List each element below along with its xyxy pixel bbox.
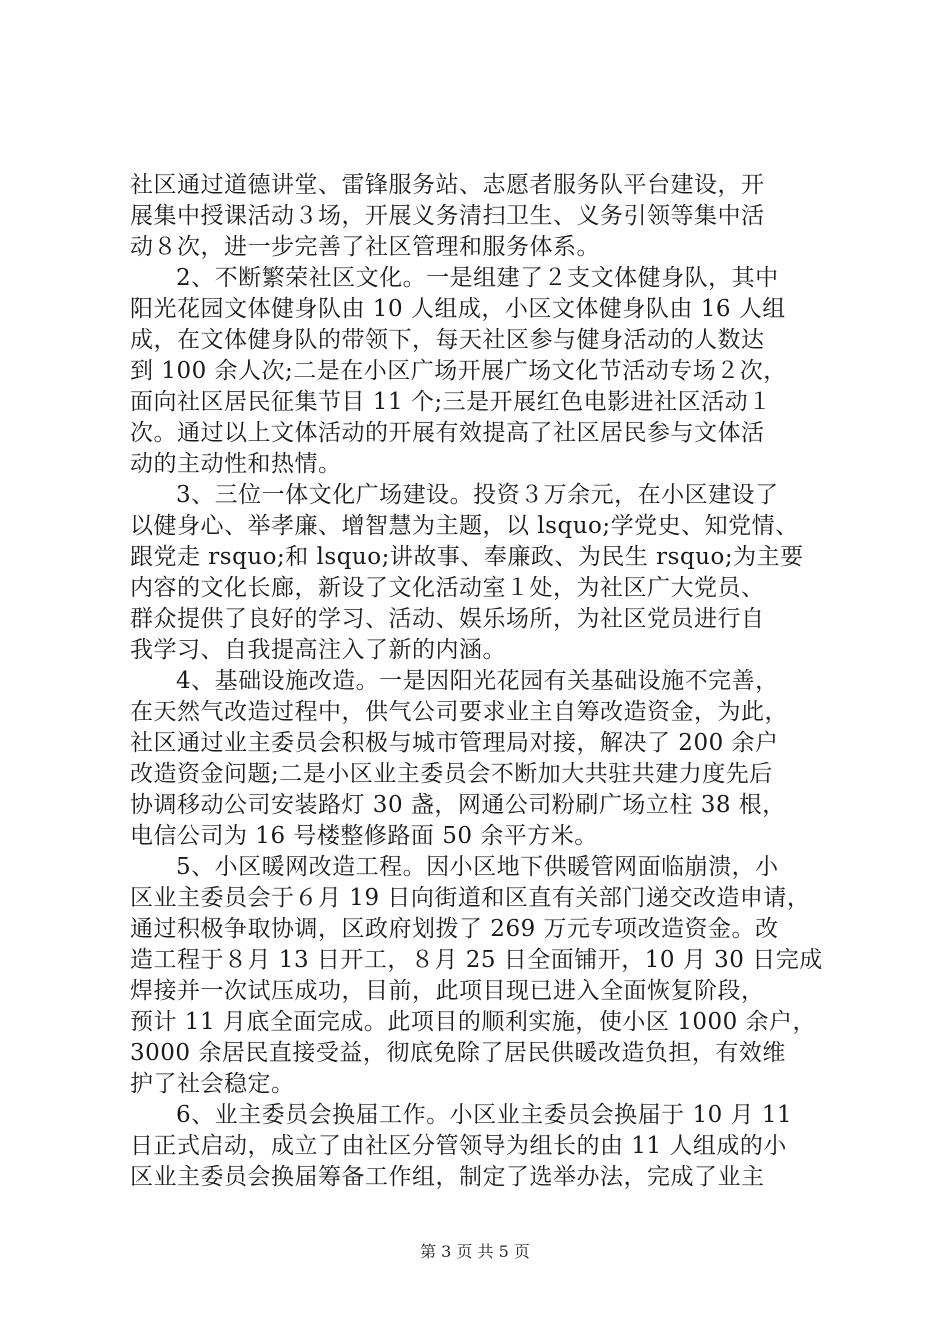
- text-line: 改造资金问题;二是小区业主委员会不断加大共驻共建力度先后: [130, 761, 773, 787]
- text-line: 在天然气改造过程中，供气公司要求业主自筹改造资金，为此，: [130, 699, 788, 725]
- paragraph-first-line: 5、小区暖网改造工程。因小区地下供暖管网面临崩溃，小: [176, 854, 779, 880]
- paragraph-first-line: 6、业主委员会换届工作。小区业主委员会换届于 10 月 11: [176, 1102, 793, 1128]
- text-line: 协调移动公司安装路灯 30 盏，网通公司粉刷广场立柱 38 根，: [130, 792, 786, 818]
- text-line: 我学习、自我提高注入了新的内涵。: [130, 637, 506, 663]
- text-line: 动的主动性和热情。: [130, 451, 342, 477]
- text-line: 区业主委员会于６月 19 日向街道和区直有关部门递交改造申请，: [130, 885, 811, 911]
- text-line: 3000 余居民直接受益，彻底免除了居民供暖改造负担，有效维: [130, 1040, 786, 1066]
- text-line: 成，在文体健身队的带领下，每天社区参与健身活动的人数达: [130, 327, 765, 353]
- text-line: 电信公司为 16 号楼整修路面 50 余平方米。: [130, 823, 598, 849]
- text-line: 社区通过道德讲堂、雷锋服务站、志愿者服务队平台建设，开: [130, 172, 765, 198]
- paragraph-first-line: 4、基础设施改造。一是因阳光花园有关基础设施不完善，: [176, 668, 779, 694]
- text-line: 护了社会稳定。: [130, 1071, 295, 1097]
- text-line: 展集中授课活动３场，开展义务清扫卫生、义务引领等集中活: [130, 203, 765, 229]
- text-line: 社区通过业主委员会积极与城市管理局对接，解决了 200 余户: [130, 730, 779, 756]
- text-line: 焊接并一次试压成功，目前，此项目现已进入全面恢复阶段，: [130, 978, 765, 1004]
- text-line: 以健身心、举孝廉、增智慧为主题，以 lsquo;学党史、知党情、: [130, 513, 799, 539]
- text-line: 动８次，进一步完善了社区管理和服务体系。: [130, 234, 600, 260]
- text-line: 次。通过以上文体活动的开展有效提高了社区居民参与文体活: [130, 420, 765, 446]
- text-line: 造工程于８月 13 日开工，８月 25 日全面铺开，10 月 30 日完成: [130, 947, 823, 973]
- text-line: 日正式启动，成立了由社区分管领导为组长的由 11 人组成的小: [130, 1133, 787, 1159]
- paragraph-first-line: 3、三位一体文化广场建设。投资３万余元，在小区建设了: [176, 482, 779, 508]
- text-line: 阳光花园文体健身队由 10 人组成，小区文体健身队由 16 人组: [130, 296, 786, 322]
- text-line: 群众提供了良好的学习、活动、娱乐场所，为社区党员进行自: [130, 606, 765, 632]
- text-line: 到 100 余人次;二是在小区广场开展广场文化节活动专场２次，: [130, 358, 787, 384]
- paragraph-first-line: 2、不断繁荣社区文化。一是组建了２支文体健身队，其中: [176, 265, 779, 291]
- text-line: 面向社区居民征集节目 11 个;三是开展红色电影进社区活动１: [130, 389, 772, 415]
- text-line: 内容的文化长廊，新设了文化活动室１处，为社区广大党员、: [130, 575, 765, 601]
- text-line: 区业主委员会换届筹备工作组，制定了选举办法，完成了业主: [130, 1164, 765, 1190]
- text-line: 通过积极争取协调，区政府划拨了 269 万元专项改造资金。改: [130, 916, 779, 942]
- text-line: 跟党走 rsquo;和 lsquo;讲故事、奉廉政、为民生 rsquo;为主要: [130, 544, 804, 570]
- text-line: 预计 11 月底全面完成。此项目的顺利实施，使小区 1000 余户，: [130, 1009, 817, 1035]
- document-body: [130, 170, 830, 1193]
- page-footer: 第 3 页 共 5 页: [420, 1242, 530, 1261]
